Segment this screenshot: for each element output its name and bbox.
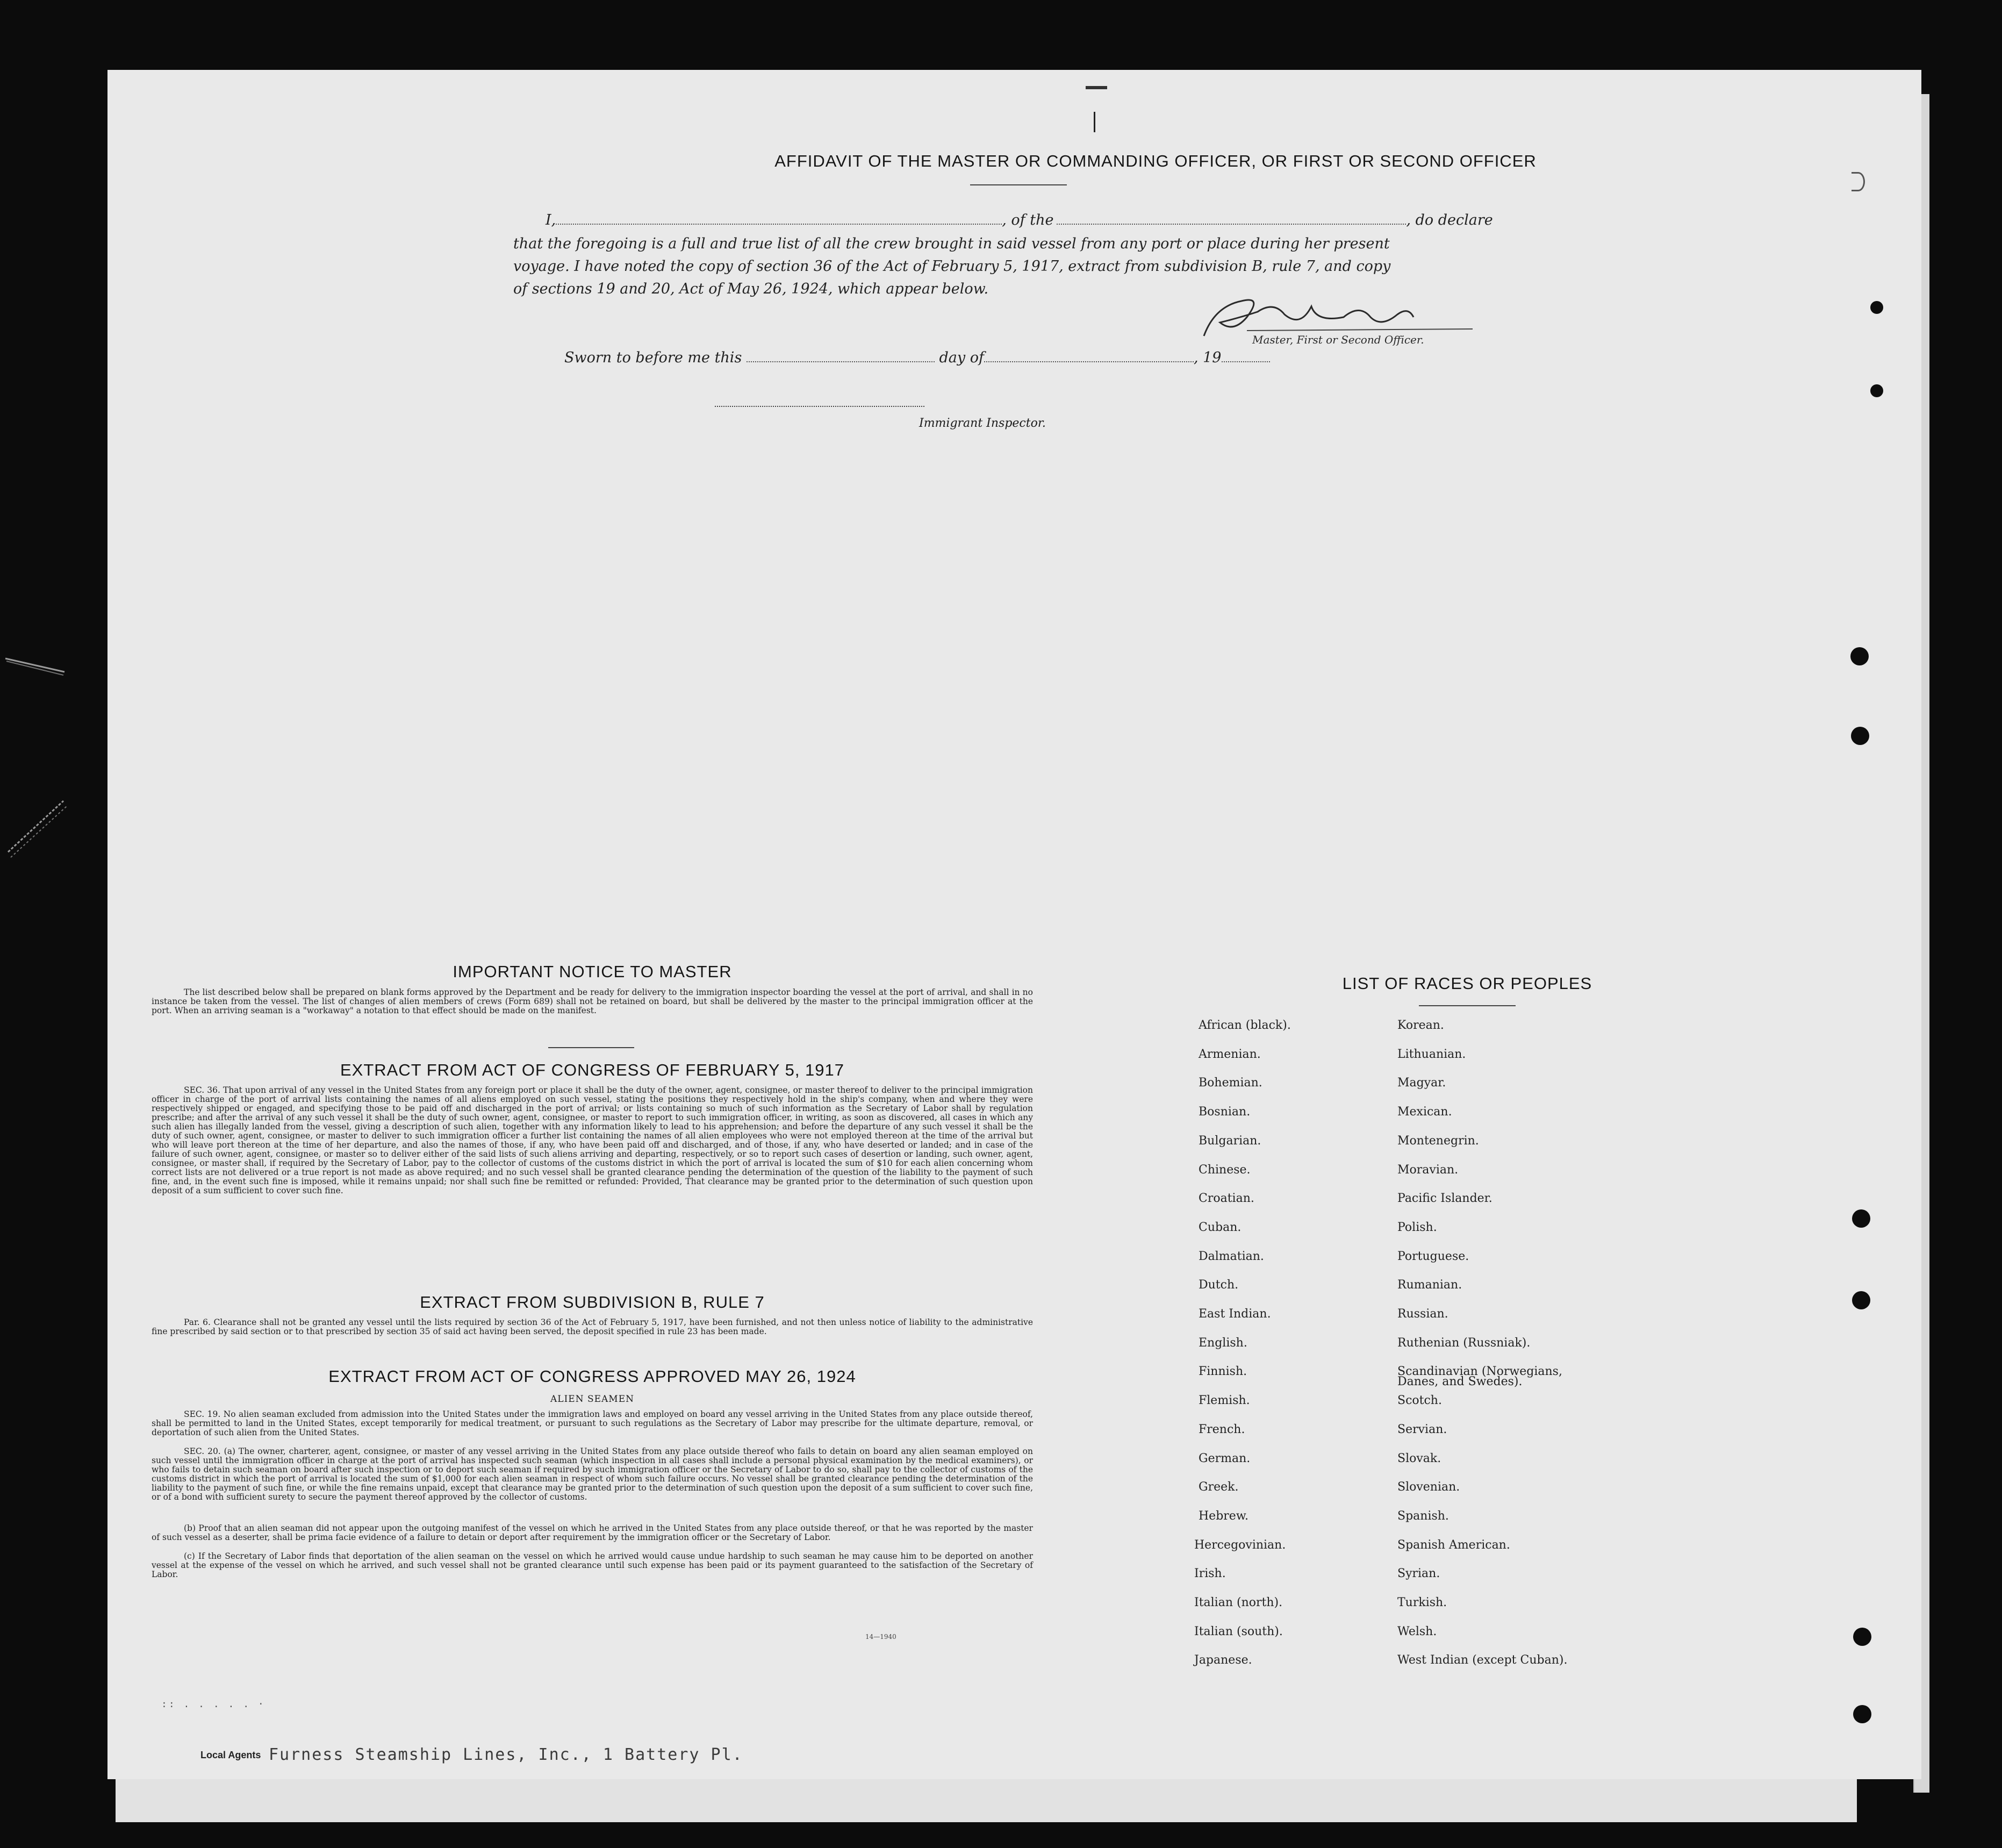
notice-title: IMPORTANT NOTICE TO MASTER [453, 962, 732, 981]
inspector-sign-line [715, 406, 924, 407]
race-item: West Indian (except Cuban). [1397, 1653, 1568, 1667]
race-item: Slovenian. [1397, 1480, 1460, 1494]
extract-1917-title: EXTRACT FROM ACT OF CONGRESS OF FEBRUARY 5, 1917 [340, 1061, 845, 1079]
text-do-declare: , do declare [1406, 212, 1493, 228]
bleed-through-text: :: . . . . . · [161, 1699, 266, 1710]
affidavit-title: AFFIDAVIT OF THE MASTER OR COMMANDING OFFICER, OR FIRST OR SECOND OFFICER [774, 152, 1537, 170]
day-blank[interactable] [747, 361, 935, 362]
tab-mark [1086, 86, 1107, 89]
title-rule [970, 184, 1067, 185]
race-item: Turkish. [1397, 1596, 1447, 1609]
sec20a-body: SEC. 20. (a) The owner, charterer, agent, consignee, or master of any vessel arriving in the United States from any place outside thereof who fails to detain on board any alien seaman employed on such vessel until the immigration officer in charge at the port of arrival has inspected such seaman (which inspection in all cases shall include a personal physical examination by the medical examiners), or who fails to detain such seaman on board after such inspection or to deport such seaman if required by such immigration officer or the Secretary of Labor to do so, shall pay to the collector of customs of the customs district in which the port of arrival is located the sum of $1,000 for each alien seaman in respect of whom such failure occurs. No vessel shall be granted clearance pending the determination of the liability to the payment of such fine, or while the fine remains unpaid, except that clearance may be granted prior to the determination of such question upon the deposit of a sum sufficient to cover such fine, or of a bond with sufficient surety to secure the payment thereof approved by the collector of customs. [152, 1446, 1033, 1502]
race-item: Hercegovinian. [1194, 1538, 1286, 1552]
extract-1917-body: SEC. 36. That upon arrival of any vessel in the United States from any foreign port or place it shall be the duty of the owner, agent, consignee, or master thereof to deliver to the principal immigration officer in charge of the port of arrival lists containing the names of all aliens employed on such vessel, stating the positions they respectively hold in the ship's company, when and where they were respectively shipped or engaged, and specifying those to be paid off and discharged in the port of arrival; or lists containing so much of such information as the Secretary of Labor shall by regulation prescribe; and after the arrival of any such vessel it shall be the duty of such owner, agent, consignee, or master to report to such immigration officer, in writing, as soon as discovered, all cases in which any such alien has illegally landed from the vessel, giving a description of such alien, together with any information likely to lead to his apprehension; and before the departure of any such vessel it shall be the duty of such owner, agent, consignee, or master to deliver to such immigration officer a further list containing the names of all alien employees who were not employed thereon at the time of the arrival but who will leave port thereon at the time of her departure, and also the names of those, if any, who have been paid off and discharged, and of those, if any, who have deserted or landed; and in case of the failure of such owner, agent, consignee, or master so to deliver either of the said lists of such aliens arriving and departing, respectively, or so to report such cases of desertion or landing, such owner, agent, consignee, or master shall, if required by the Secretary of Labor, pay to the collector of customs of the customs district in which the port of arrival is located the sum of $10 for each alien concerning whom correct lists are not delivered or a true report is not made as above required; and no such vessel shall be granted clearance pending the determination of the question of the liability to the payment of such fine, and, in the event such fine is imposed, while it remains unpaid; nor shall such fine be remitted or refunded: Provided, That clearance may be granted prior to the determination of such question upon deposit of a sum sufficient to cover such fine. [152, 1085, 1033, 1195]
text-i: I, [546, 212, 556, 228]
punch-hole [1850, 647, 1869, 665]
race-item: Finnish. [1199, 1365, 1247, 1378]
race-item: Chinese. [1199, 1163, 1251, 1177]
year-blank[interactable] [1222, 361, 1270, 362]
race-item: German. [1199, 1452, 1251, 1465]
punch-hole [1870, 301, 1883, 314]
race-item: Bulgarian. [1199, 1134, 1261, 1148]
race-item: French. [1199, 1423, 1245, 1436]
punch-hole [1870, 384, 1883, 397]
race-item: Montenegrin. [1397, 1134, 1479, 1148]
local-agents-label: Local Agents [200, 1750, 261, 1760]
race-item: Italian (north). [1194, 1596, 1283, 1609]
pencil-tick [1094, 112, 1095, 132]
race-item: Servian. [1397, 1423, 1447, 1436]
sec20c-body: (c) If the Secretary of Labor finds that deportation of the alien seaman on the vessel on which he arrived would cause undue hardship to such seaman he may cause him to be deported on another vessel at the expense of the vessel on which he arrived, and such vessel shall not be granted clearance until such expense has been paid or its payment guaranteed to the satisfaction of the Secretary of Labor. [152, 1551, 1033, 1579]
scan-artifact [0, 640, 70, 865]
race-item: Spanish. [1397, 1509, 1449, 1523]
vessel-blank[interactable] [1057, 224, 1406, 225]
race-item: Portuguese. [1397, 1250, 1469, 1263]
race-item: Dutch. [1199, 1278, 1239, 1292]
race-item: African (black). [1199, 1019, 1291, 1032]
affidavit-line-4: of sections 19 and 20, Act of May 26, 1924, which appear below. [513, 281, 989, 297]
race-item: Pacific Islander. [1397, 1192, 1492, 1205]
punch-hole [1852, 1291, 1870, 1309]
extract-1924-title: EXTRACT FROM ACT OF CONGRESS APPROVED MAY 26, 1924 [328, 1367, 856, 1386]
sec19-body: SEC. 19. No alien seaman excluded from admission into the United States under the immigration laws and employed on board any vessel arriving in the United States from any place outside thereof, shall be permitted to land in the United States, except temporarily for medical treatment, or pursuant to such regulations as the Secretary of Labor may prescribe for the ultimate departure, removal, or deportation of such alien from the United States. [152, 1409, 1033, 1437]
race-item: Italian (south). [1194, 1625, 1283, 1638]
affidavit-line-2: that the foregoing is a full and true list of all the crew brought in said vessel from any port or place during her present [513, 235, 1390, 252]
race-item: English. [1199, 1336, 1247, 1350]
race-item: Korean. [1397, 1019, 1444, 1032]
race-scandinavian-cont: Danes, and Swedes). [1397, 1375, 1523, 1388]
signer-label: Master, First or Second Officer. [1252, 333, 1424, 346]
sworn-prefix: Sworn to before me this [564, 349, 742, 366]
races-rule [1419, 1005, 1516, 1006]
race-item: Armenian. [1199, 1048, 1261, 1061]
race-item: Croatian. [1199, 1192, 1254, 1205]
affidavit-line-3: voyage. I have noted the copy of section 36 of the Act of February 5, 1917, extract from subdivision B, rule 7, and copy [513, 258, 1391, 275]
punch-hole [1852, 1209, 1870, 1228]
race-item: Rumanian. [1397, 1278, 1462, 1292]
race-item: Slovak. [1397, 1452, 1441, 1465]
punch-hole [1851, 727, 1869, 745]
race-item: Irish. [1194, 1567, 1226, 1580]
race-item: Russian. [1397, 1307, 1448, 1321]
month-blank[interactable] [984, 361, 1194, 362]
punch-hole [1853, 1628, 1871, 1646]
text-of-the: , of the [1002, 212, 1054, 228]
race-item: Scandinavian (Norwegians, [1397, 1365, 1562, 1378]
notice-body: The list described below shall be prepared on blank forms approved by the Department and be ready for delivery to the immigration inspector boarding the vessel at the port of arrival, and shall in no instance be taken from the vessel. The list of changes of alien members of crews (Form 689) shall not be retained on board, but shall be delivered by the master to the principal immigration officer at the port. When an arriving seaman is a "workaway" a notation to that effect should be made on the manifest. [152, 987, 1033, 1015]
race-item: Hebrew. [1199, 1509, 1249, 1523]
race-item: East Indian. [1199, 1307, 1271, 1321]
race-item: Dalmatian. [1199, 1250, 1264, 1263]
name-blank[interactable] [556, 224, 1002, 225]
race-item: Japanese. [1194, 1653, 1252, 1667]
race-item: Scotch. [1397, 1394, 1442, 1407]
text-day-of: day of [939, 349, 984, 366]
race-item: Polish. [1397, 1221, 1437, 1234]
race-item: Magyar. [1397, 1076, 1446, 1090]
race-item: Lithuanian. [1397, 1048, 1466, 1061]
race-item: Ruthenian (Russniak). [1397, 1336, 1531, 1350]
inspector-label: Immigrant Inspector. [919, 417, 1046, 430]
race-item: Cuban. [1199, 1221, 1242, 1234]
race-item: Moravian. [1397, 1163, 1459, 1177]
races-title: LIST OF RACES OR PEOPLES [1342, 974, 1592, 993]
race-item: Bosnian. [1199, 1105, 1251, 1119]
race-item: Flemish. [1199, 1394, 1250, 1407]
race-item: Greek. [1199, 1480, 1239, 1494]
sworn-line [564, 349, 1270, 366]
race-item: Mexican. [1397, 1105, 1452, 1119]
text-year: , 19 [1193, 349, 1222, 366]
affidavit-line-1 [546, 212, 1493, 228]
form-number: 14—1940 [865, 1633, 896, 1641]
partial-hole-mark [1852, 172, 1865, 191]
section-rule [548, 1047, 634, 1048]
race-item: Bohemian. [1199, 1076, 1262, 1090]
agent-stamp: Furness Steamship Lines, Inc., 1 Battery Pl. [269, 1745, 743, 1764]
sec20b-body: (b) Proof that an alien seaman did not appear upon the outgoing manifest of the vessel on which he arrived in the United States from any place outside thereof, or that he was reported by the master of such vessel as a deserter, shall be prima facie evidence of a failure to detain or deport after requirement by the immigration officer or the Secretary of Labor. [152, 1523, 1033, 1542]
alien-seamen-subtitle: ALIEN SEAMEN [550, 1394, 634, 1405]
rule7-body: Par. 6. Clearance shall not be granted any vessel until the lists required by section 36 of the Act of February 5, 1917, have been furnished, and not then unless notice of liability to the administrative fine prescribed by said section or to that prescribed by section 35 of said act having been served, the deposit specified in rule 23 has been made. [152, 1317, 1033, 1336]
rule7-title: EXTRACT FROM SUBDIVISION B, RULE 7 [420, 1293, 765, 1312]
race-item: Spanish American. [1397, 1538, 1510, 1552]
document-page [107, 70, 1921, 1779]
punch-hole [1853, 1705, 1871, 1723]
race-item: Syrian. [1397, 1567, 1440, 1580]
race-item: Welsh. [1397, 1625, 1437, 1638]
